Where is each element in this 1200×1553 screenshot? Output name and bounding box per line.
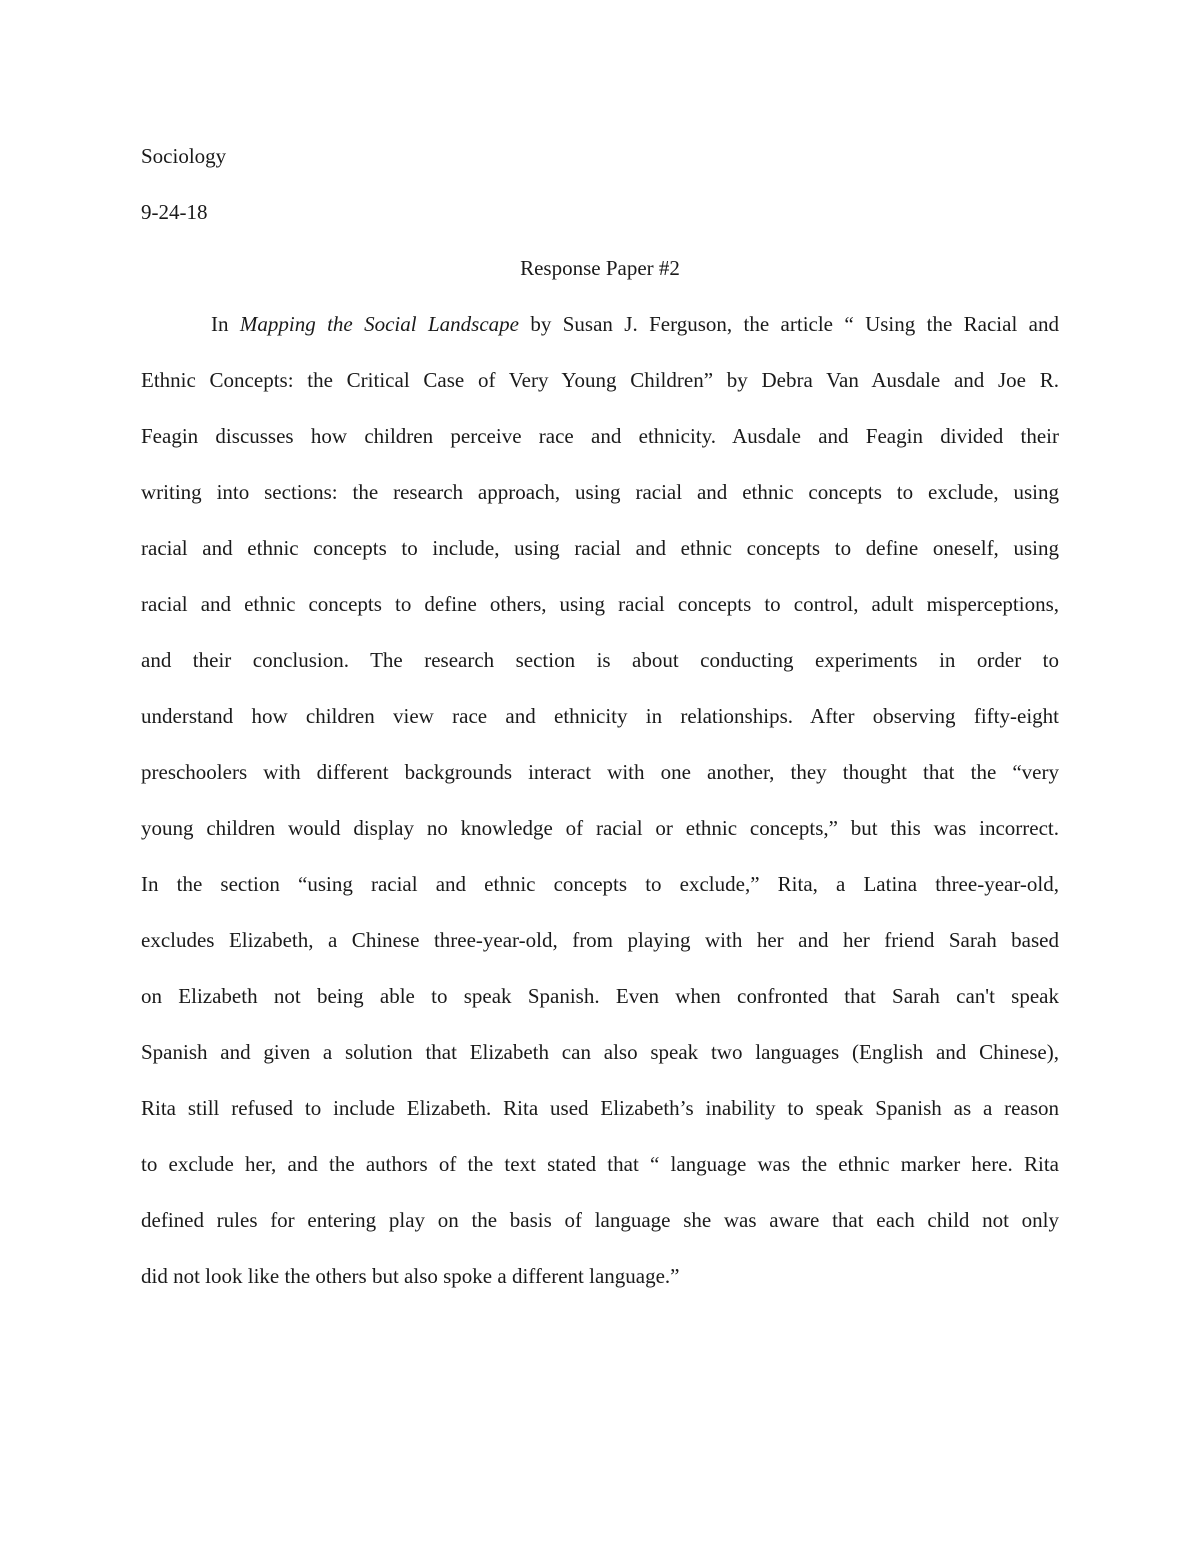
paragraph-line-2: Ethnic Concepts: the Critical Case of Very Young Children” by Debra Van Ausdale and Joe R. — [141, 368, 1059, 392]
paper-date: 9-24-18 — [141, 200, 208, 224]
paragraph-line-5: racial and ethnic concepts to include, using racial and ethnic concepts to define oneself, using — [141, 536, 1059, 560]
paragraph-line-15: Rita still refused to include Elizabeth. Rita used Elizabeth’s inability to speak Spanish as a reason — [141, 1096, 1059, 1120]
paragraph-line-3: Feagin discusses how children perceive race and ethnicity. Ausdale and Feagin divided their — [141, 424, 1059, 448]
paragraph-line-13: on Elizabeth not being able to speak Spanish. Even when confronted that Sarah can't speak — [141, 984, 1059, 1008]
paragraph-line-11: In the section “using racial and ethnic concepts to exclude,” Rita, a Latina three-year-old, — [141, 872, 1059, 896]
paragraph-line-12: excludes Elizabeth, a Chinese three-year-old, from playing with her and her friend Sarah based — [141, 928, 1059, 952]
paragraph-line-10: young children would display no knowledge of racial or ethnic concepts,” but this was incorrect. — [141, 816, 1059, 840]
paragraph-line-16: to exclude her, and the authors of the text stated that “ language was the ethnic marker here. Rita — [141, 1152, 1059, 1176]
paragraph-line-1 — [211, 310, 1059, 338]
paragraph-line-8: understand how children view race and ethnicity in relationships. After observing fifty-eight — [141, 704, 1059, 728]
paragraph-line-18: did not look like the others but also spoke a different language.” — [141, 1264, 680, 1288]
course-name: Sociology — [141, 144, 227, 168]
paragraph-line-14: Spanish and given a solution that Elizabeth can also speak two languages (English and Chinese), — [141, 1040, 1059, 1064]
paragraph-line-4: writing into sections: the research approach, using racial and ethnic concepts to exclude, using — [141, 480, 1059, 504]
paragraph-line-6: racial and ethnic concepts to define others, using racial concepts to control, adult misperceptions, — [141, 592, 1059, 616]
paper-title: Response Paper #2 — [520, 256, 680, 280]
paragraph-line-7: and their conclusion. The research section is about conducting experiments in order to — [141, 648, 1059, 672]
line-prefix: In — [211, 312, 240, 336]
paragraph-line-9: preschoolers with different backgrounds interact with one another, they thought that the “very — [141, 760, 1059, 784]
paragraph-line-17: defined rules for entering play on the basis of language she was aware that each child not only — [141, 1208, 1059, 1232]
line-suffix: by Susan J. Ferguson, the article “ Using the Racial and — [518, 312, 1059, 336]
book-title: Mapping the Social Landscape — [239, 312, 519, 336]
